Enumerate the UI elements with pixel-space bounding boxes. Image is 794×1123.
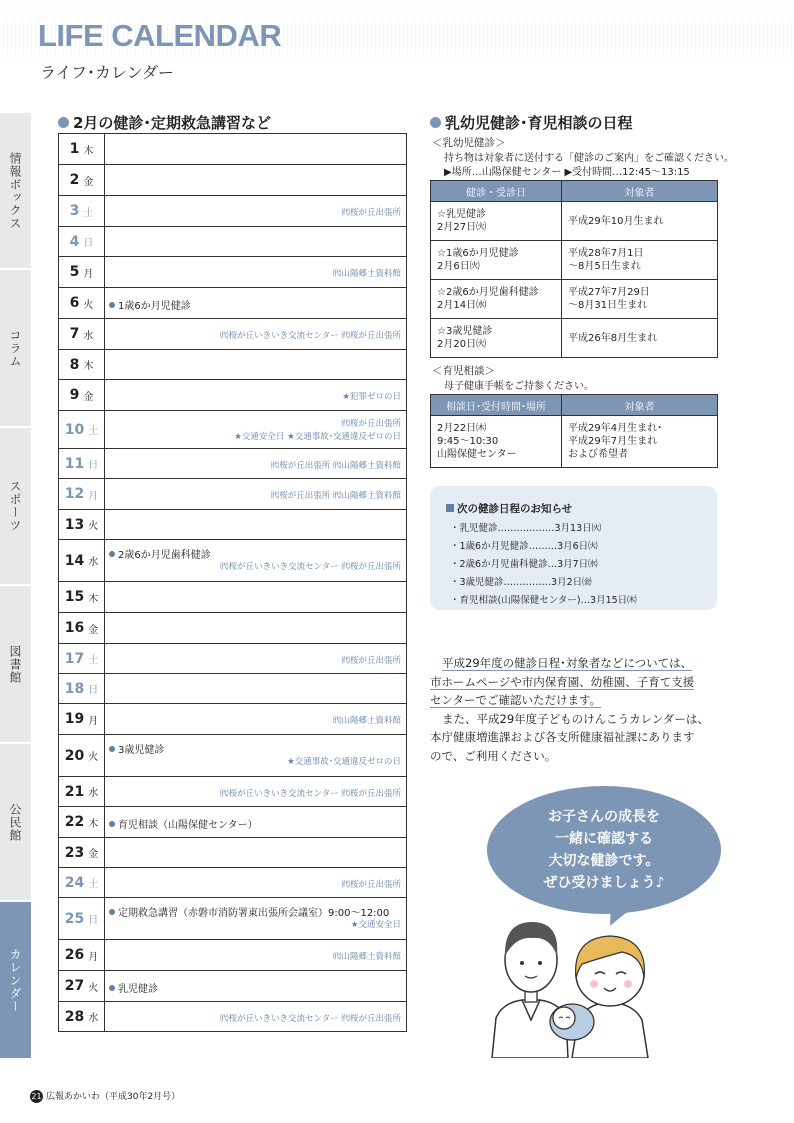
calendar-note: ㈹桜が丘いきいき交流センター ㈹桜が丘出張所 [220, 1014, 401, 1024]
calendar-note: ㈹桜が丘出張所 [341, 655, 401, 666]
consult-heading: ＜育児相談＞ [432, 365, 495, 377]
calendar-row [58, 349, 407, 379]
calendar-date [59, 838, 105, 867]
day-number: 24 [64, 874, 85, 891]
calendar-row [58, 734, 407, 776]
consult-table [430, 394, 718, 468]
calendar-note: ㈹桜が丘いきいき交流センター ㈹桜が丘出張所 [220, 788, 401, 799]
weekday: 水 [88, 788, 99, 799]
day-number: 16 [64, 620, 85, 636]
calendar-date [59, 898, 105, 939]
calendar-date [59, 674, 105, 703]
infant-place-time: ▶場所…山陽保健センター ▶受付時間…12:45～13:15 [444, 167, 690, 178]
day-number: 2 [69, 172, 80, 188]
calendar-row [58, 318, 407, 349]
calendar-date [59, 940, 105, 970]
calendar-date [59, 971, 105, 1001]
weekday: 水 [83, 330, 94, 342]
day-number: 5 [69, 264, 80, 280]
weekday: 日 [88, 685, 99, 696]
table-header: 相談日･受付時間･場所 [431, 395, 562, 416]
calendar-event [109, 904, 389, 919]
calendar-note: ㈹桜が丘出張所 [341, 419, 401, 429]
calendar-event [109, 297, 191, 312]
day-number: 8 [69, 356, 80, 373]
calendar-row [58, 703, 407, 734]
page-footer: 21 広報あかいわ（平成30年2月号） [31, 1092, 181, 1102]
calendar-row [58, 133, 407, 164]
tab-library[interactable]: 図書館 [0, 586, 31, 744]
weekday: 日 [83, 238, 94, 249]
calendar-date [59, 196, 105, 226]
notice-title: 次の健診日程のお知らせ [446, 501, 572, 516]
day-number: 25 [64, 910, 85, 927]
info-paragraph: 平成29年度の健診日程･対象者などについては、 市ホームページや市内保育園、幼稚園、子育て支援 センターでご確認いただけます。 また、平成29年度子どものけんこうカレンダーは、 本庁健康増進課および各支所健康福祉課にあります ので、ご利用ください。 [430, 656, 709, 763]
calendar-date [59, 380, 105, 410]
table-header: 健診・受診日 [431, 181, 562, 202]
calendar-date [59, 613, 105, 643]
weekday: 木 [88, 818, 99, 830]
weekday: 月 [88, 715, 99, 727]
list-item: ・2歳6か月児歯科健診…3月7日㈬ [450, 559, 598, 570]
infant-heading: ＜乳幼児健診＞ [432, 137, 506, 149]
calendar-date [59, 449, 105, 478]
day-number: 26 [64, 947, 85, 963]
calendar-note: ㈹山陽郷土資料館 [332, 269, 401, 279]
infant-checkup-table [430, 180, 718, 358]
table-header: 対象者 [562, 181, 718, 202]
calendar-row [58, 1001, 407, 1032]
calendar-row [58, 673, 407, 703]
infant-note: 持ち物は対象者に送付する「健診のご案内」をご確認ください。 [444, 153, 734, 164]
calendar-row [58, 226, 407, 256]
calendar-row [58, 478, 407, 509]
calendar-note: ㈹桜が丘出張所 [341, 208, 401, 218]
square-icon [446, 504, 454, 512]
calendar-title: 2月の健診･定期救急講習など [58, 112, 271, 133]
calendar-date [59, 807, 105, 837]
day-number: 21 [64, 783, 85, 800]
weekday: 土 [88, 655, 99, 666]
calendar-date [59, 644, 105, 673]
calendar-row [58, 379, 407, 410]
bullet-icon [109, 821, 115, 827]
weekday: 月 [88, 951, 99, 963]
weekday: 日 [88, 915, 99, 926]
page-title: LIFE CALENDAR [38, 18, 282, 53]
day-number: 6 [69, 295, 80, 311]
list-item: ・3歳児健診……………3月2日㈮ [450, 577, 592, 588]
list-item: ・1歳6か月児健診………3月6日㈫ [450, 541, 598, 552]
schedule-title: 乳幼児健診･育児相談の日程 [430, 112, 633, 133]
weekday: 木 [83, 361, 94, 372]
calendar-row [58, 287, 407, 318]
calendar-note: ★交通安全日 ★交通事故･交通違反ゼロの日 [234, 432, 401, 442]
day-number: 14 [64, 552, 85, 569]
calendar-date [59, 411, 105, 448]
calendar-date [59, 350, 105, 379]
calendar-row [58, 539, 407, 581]
tab-column[interactable]: コラム [0, 270, 31, 428]
calendar-row [58, 448, 407, 478]
weekday: 土 [88, 426, 99, 437]
day-number: 28 [64, 1008, 85, 1025]
calendar-note: ㈹山陽郷土資料館 [332, 952, 401, 962]
calendar-row [58, 195, 407, 226]
tab-info-box[interactable]: 情報ボックス [0, 113, 31, 270]
tab-community-hall[interactable]: 公民館 [0, 744, 31, 902]
weekday: 火 [83, 299, 94, 311]
weekday: 金 [88, 624, 99, 636]
family-illustration [482, 908, 722, 1058]
page-number: 21 [31, 1092, 42, 1101]
calendar-row [58, 410, 407, 448]
calendar-date [59, 165, 105, 195]
day-number: 27 [64, 978, 85, 994]
calendar-note: ★犯罪ゼロの日 [342, 392, 401, 402]
calendar-row [58, 256, 407, 287]
calendar-row [58, 837, 407, 867]
bullet-icon [430, 117, 441, 128]
calendar-date [59, 257, 105, 287]
calendar-row [58, 970, 407, 1001]
calendar-date [59, 540, 105, 581]
calendar-date [59, 134, 105, 164]
list-item: ・育児相談(山陽保健センター)…3月15日㈭ [450, 595, 637, 606]
calendar-event [109, 741, 164, 756]
speech-bubble-text: お子さんの成長を 一緒に確認する 大切な健診です。 ぜひ受けましょう♪ [543, 809, 665, 891]
calendar-note: ★交通安全日 [350, 920, 401, 930]
weekday: 月 [83, 268, 94, 280]
calendar-note: ㈹桜が丘出張所 ㈹山陽郷土資料館 [270, 491, 401, 501]
day-number: 4 [69, 233, 80, 250]
calendar-date [59, 582, 105, 612]
calendar-date [59, 777, 105, 806]
event-label: 乳児健診 [118, 984, 158, 995]
table-row: ☆3歳児健診 2月20日㈫ 平成26年8月生まれ [431, 319, 718, 358]
weekday: 金 [88, 849, 99, 860]
calendar-note: ㈹桜が丘いきいき交流センター ㈹桜が丘出張所 [220, 562, 401, 572]
day-number: 9 [69, 387, 80, 403]
bullet-icon [109, 985, 115, 991]
calendar-date [59, 510, 105, 539]
day-number: 11 [64, 455, 85, 472]
day-number: 1 [69, 141, 80, 157]
calendar-date [59, 704, 105, 734]
weekday: 火 [88, 521, 99, 532]
calendar-note: ㈹桜が丘いきいき交流センター ㈹桜が丘出張所 [220, 331, 401, 341]
consult-note: 母子健康手帳をご持参ください。 [444, 381, 594, 392]
day-number: 17 [64, 650, 85, 667]
event-label: 1歳6か月児健診 [118, 301, 191, 312]
weekday: 水 [88, 557, 99, 568]
table-row: ☆2歳6か月児歯科健診 2月14日㈬ 平成27年7月29日 ～8月31日生まれ [431, 280, 718, 319]
calendar-note: ★交通事故･交通違反ゼロの日 [287, 757, 401, 767]
day-number: 12 [64, 486, 85, 502]
event-label: 育児相談（山陽保健センター） [118, 820, 258, 831]
bullet-icon [58, 117, 69, 128]
table-row: 2月22日㈭ 9:45～10:30 山陽保健センター 平成29年4月生まれ･ 平成29年7月生まれ および希望者 [431, 416, 718, 468]
day-number: 20 [64, 747, 85, 764]
list-item: ・乳児健診………………3月13日㈫ [450, 523, 602, 534]
day-number: 22 [64, 814, 85, 830]
weekday: 火 [88, 752, 99, 763]
calendar-date [59, 479, 105, 509]
calendar-date [59, 868, 105, 897]
tab-sports[interactable]: スポーツ [0, 428, 31, 586]
calendar-row [58, 581, 407, 612]
calendar-event [109, 546, 211, 561]
calendar-row [58, 897, 407, 939]
event-label: 2歳6か月児歯科健診 [118, 550, 211, 561]
day-number: 15 [64, 589, 85, 605]
weekday: 金 [83, 391, 94, 403]
calendar-row [58, 939, 407, 970]
bullet-icon [109, 551, 115, 557]
calendar-row [58, 867, 407, 897]
weekday: 日 [88, 460, 99, 471]
weekday: 土 [88, 879, 99, 890]
calendar-event [109, 980, 158, 995]
table-row: ☆1歳6か月児健診 2月6日㈫ 平成28年7月1日 ～8月5日生まれ [431, 241, 718, 280]
day-number: 23 [64, 844, 85, 861]
calendar-row [58, 164, 407, 195]
bullet-icon [109, 746, 115, 752]
weekday: 木 [88, 593, 99, 605]
event-label: 3歳児健診 [118, 745, 165, 756]
weekday: 火 [88, 982, 99, 994]
bullet-icon [109, 909, 115, 915]
calendar-note: ㈹桜が丘出張所 ㈹山陽郷土資料館 [270, 460, 401, 471]
weekday: 金 [83, 176, 94, 188]
day-number: 18 [64, 680, 85, 697]
calendar-row [58, 509, 407, 539]
weekday: 月 [88, 490, 99, 502]
day-number: 19 [64, 711, 85, 727]
calendar-event [109, 816, 258, 831]
calendar-row [58, 776, 407, 806]
table-row: ☆乳児健診 2月27日㈫ 平成29年10月生まれ [431, 202, 718, 241]
event-label: 定期救急講習（赤磐市消防署東出張所会議室）9:00～12:00 [118, 908, 390, 919]
page-subtitle: ライフ･カレンダー [40, 63, 175, 82]
calendar-note: ㈹桜が丘出張所 [341, 879, 401, 890]
table-header: 対象者 [562, 395, 718, 416]
weekday: 水 [88, 1013, 99, 1024]
calendar-date [59, 735, 105, 776]
calendar-row [58, 612, 407, 643]
day-number: 13 [64, 516, 85, 533]
calendar-date [59, 288, 105, 318]
calendar-date [59, 227, 105, 256]
weekday: 土 [83, 207, 94, 219]
bullet-icon [109, 302, 115, 308]
day-number: 7 [69, 326, 80, 342]
tab-calendar[interactable]: カレンダー [0, 902, 31, 1060]
calendar-date [59, 319, 105, 349]
calendar-row [58, 643, 407, 673]
day-number: 3 [69, 203, 80, 219]
calendar-date [59, 1002, 105, 1031]
calendar-row [58, 806, 407, 837]
weekday: 木 [83, 145, 94, 157]
day-number: 10 [64, 421, 85, 438]
calendar-note: ㈹山陽郷土資料館 [332, 716, 401, 726]
